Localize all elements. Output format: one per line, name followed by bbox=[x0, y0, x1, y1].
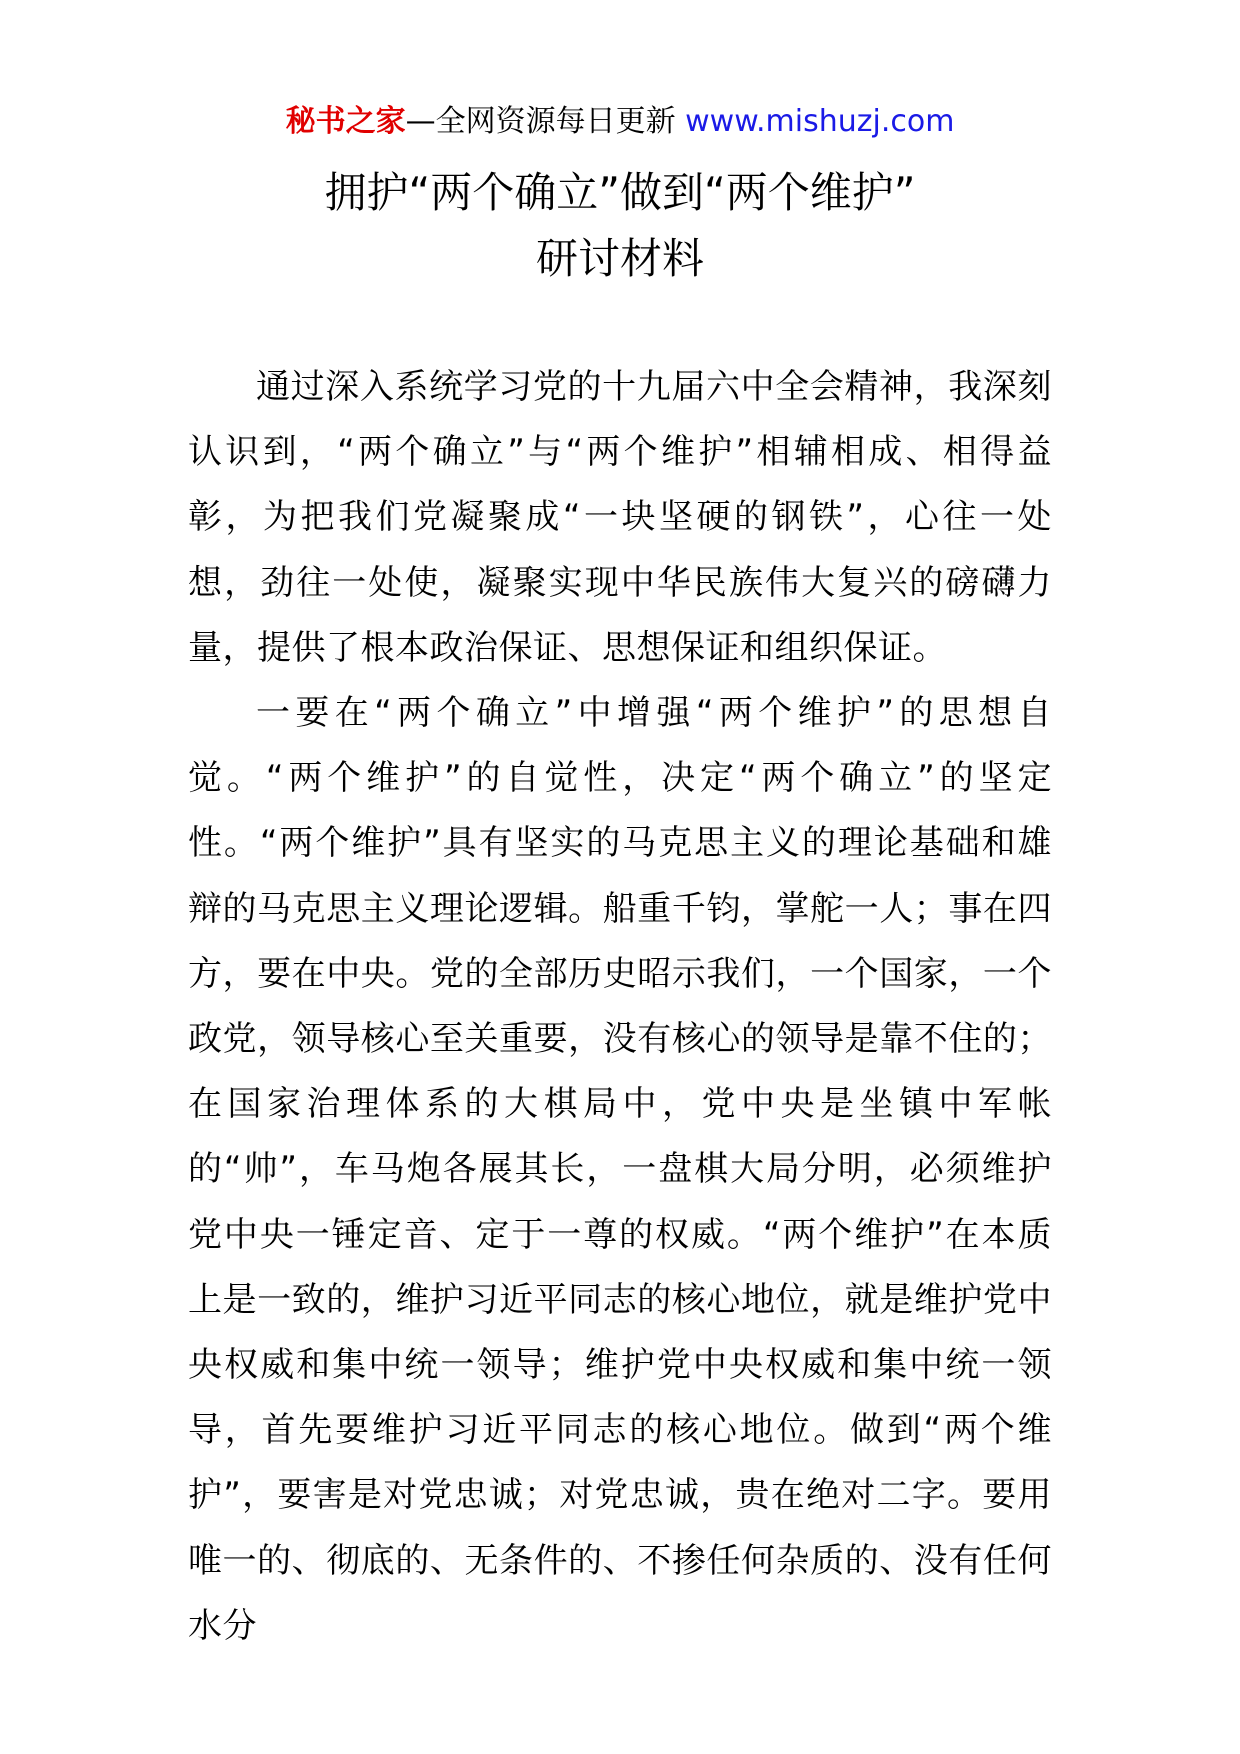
document-title bbox=[0, 160, 1240, 292]
site-banner bbox=[0, 100, 1240, 144]
title-line-2: 研讨材料 bbox=[535, 234, 704, 283]
banner-brand: 秘书之家 bbox=[285, 104, 406, 139]
title-line-1: 拥护“两个确立”做到“两个维护” bbox=[324, 168, 916, 217]
document-body bbox=[188, 355, 1052, 1659]
paragraph: 一要在“两个确立”中增强“两个维护”的思想自觉。“两个维护”的自觉性，决定“两个确立”的坚定性。“两个维护”具有坚实的马克思主义的理论基础和雄辩的马克思主义理论逻辑。船重千钧，掌舵一人；事在四方，要在中央。党的全部历史昭示我们，一个国家，一个政党，领导核心至关重要，没有核心的领导是靠不住的；在国家治理体系的大棋局中，党中央是坐镇中军帐的“帅”，车马炮各展其长，一盘棋大局分明，必须维护党中央一锤定音、定于一尊的权威。“两个维护”在本质上是一致的，维护习近平同志的核心地位，就是维护党中央权威和集中统一领导；维护党中央权威和集中统一领导，首先要维护习近平同志的核心地位。做到“两个维护”，要害是对党忠诚；对党忠诚，贵在绝对二字。要用唯一的、彻底的、无条件的、不掺任何杂质的、没有任何水分 bbox=[188, 693, 1052, 1646]
banner-site-link[interactable]: www.mishuzj.com bbox=[685, 104, 955, 139]
paragraph: 通过深入系统学习党的十九届六中全会精神，我深刻认识到，“两个确立”与“两个维护”相辅相成、相得益彰，为把我们党凝聚成“一块坚硬的钢铁”，心往一处想，劲往一处使，凝聚实现中华民族伟大复兴的磅礴力量，提供了根本政治保证、思想保证和组织保证。 bbox=[188, 367, 1052, 668]
banner-slogan: —全网资源每日更新 bbox=[405, 104, 686, 139]
